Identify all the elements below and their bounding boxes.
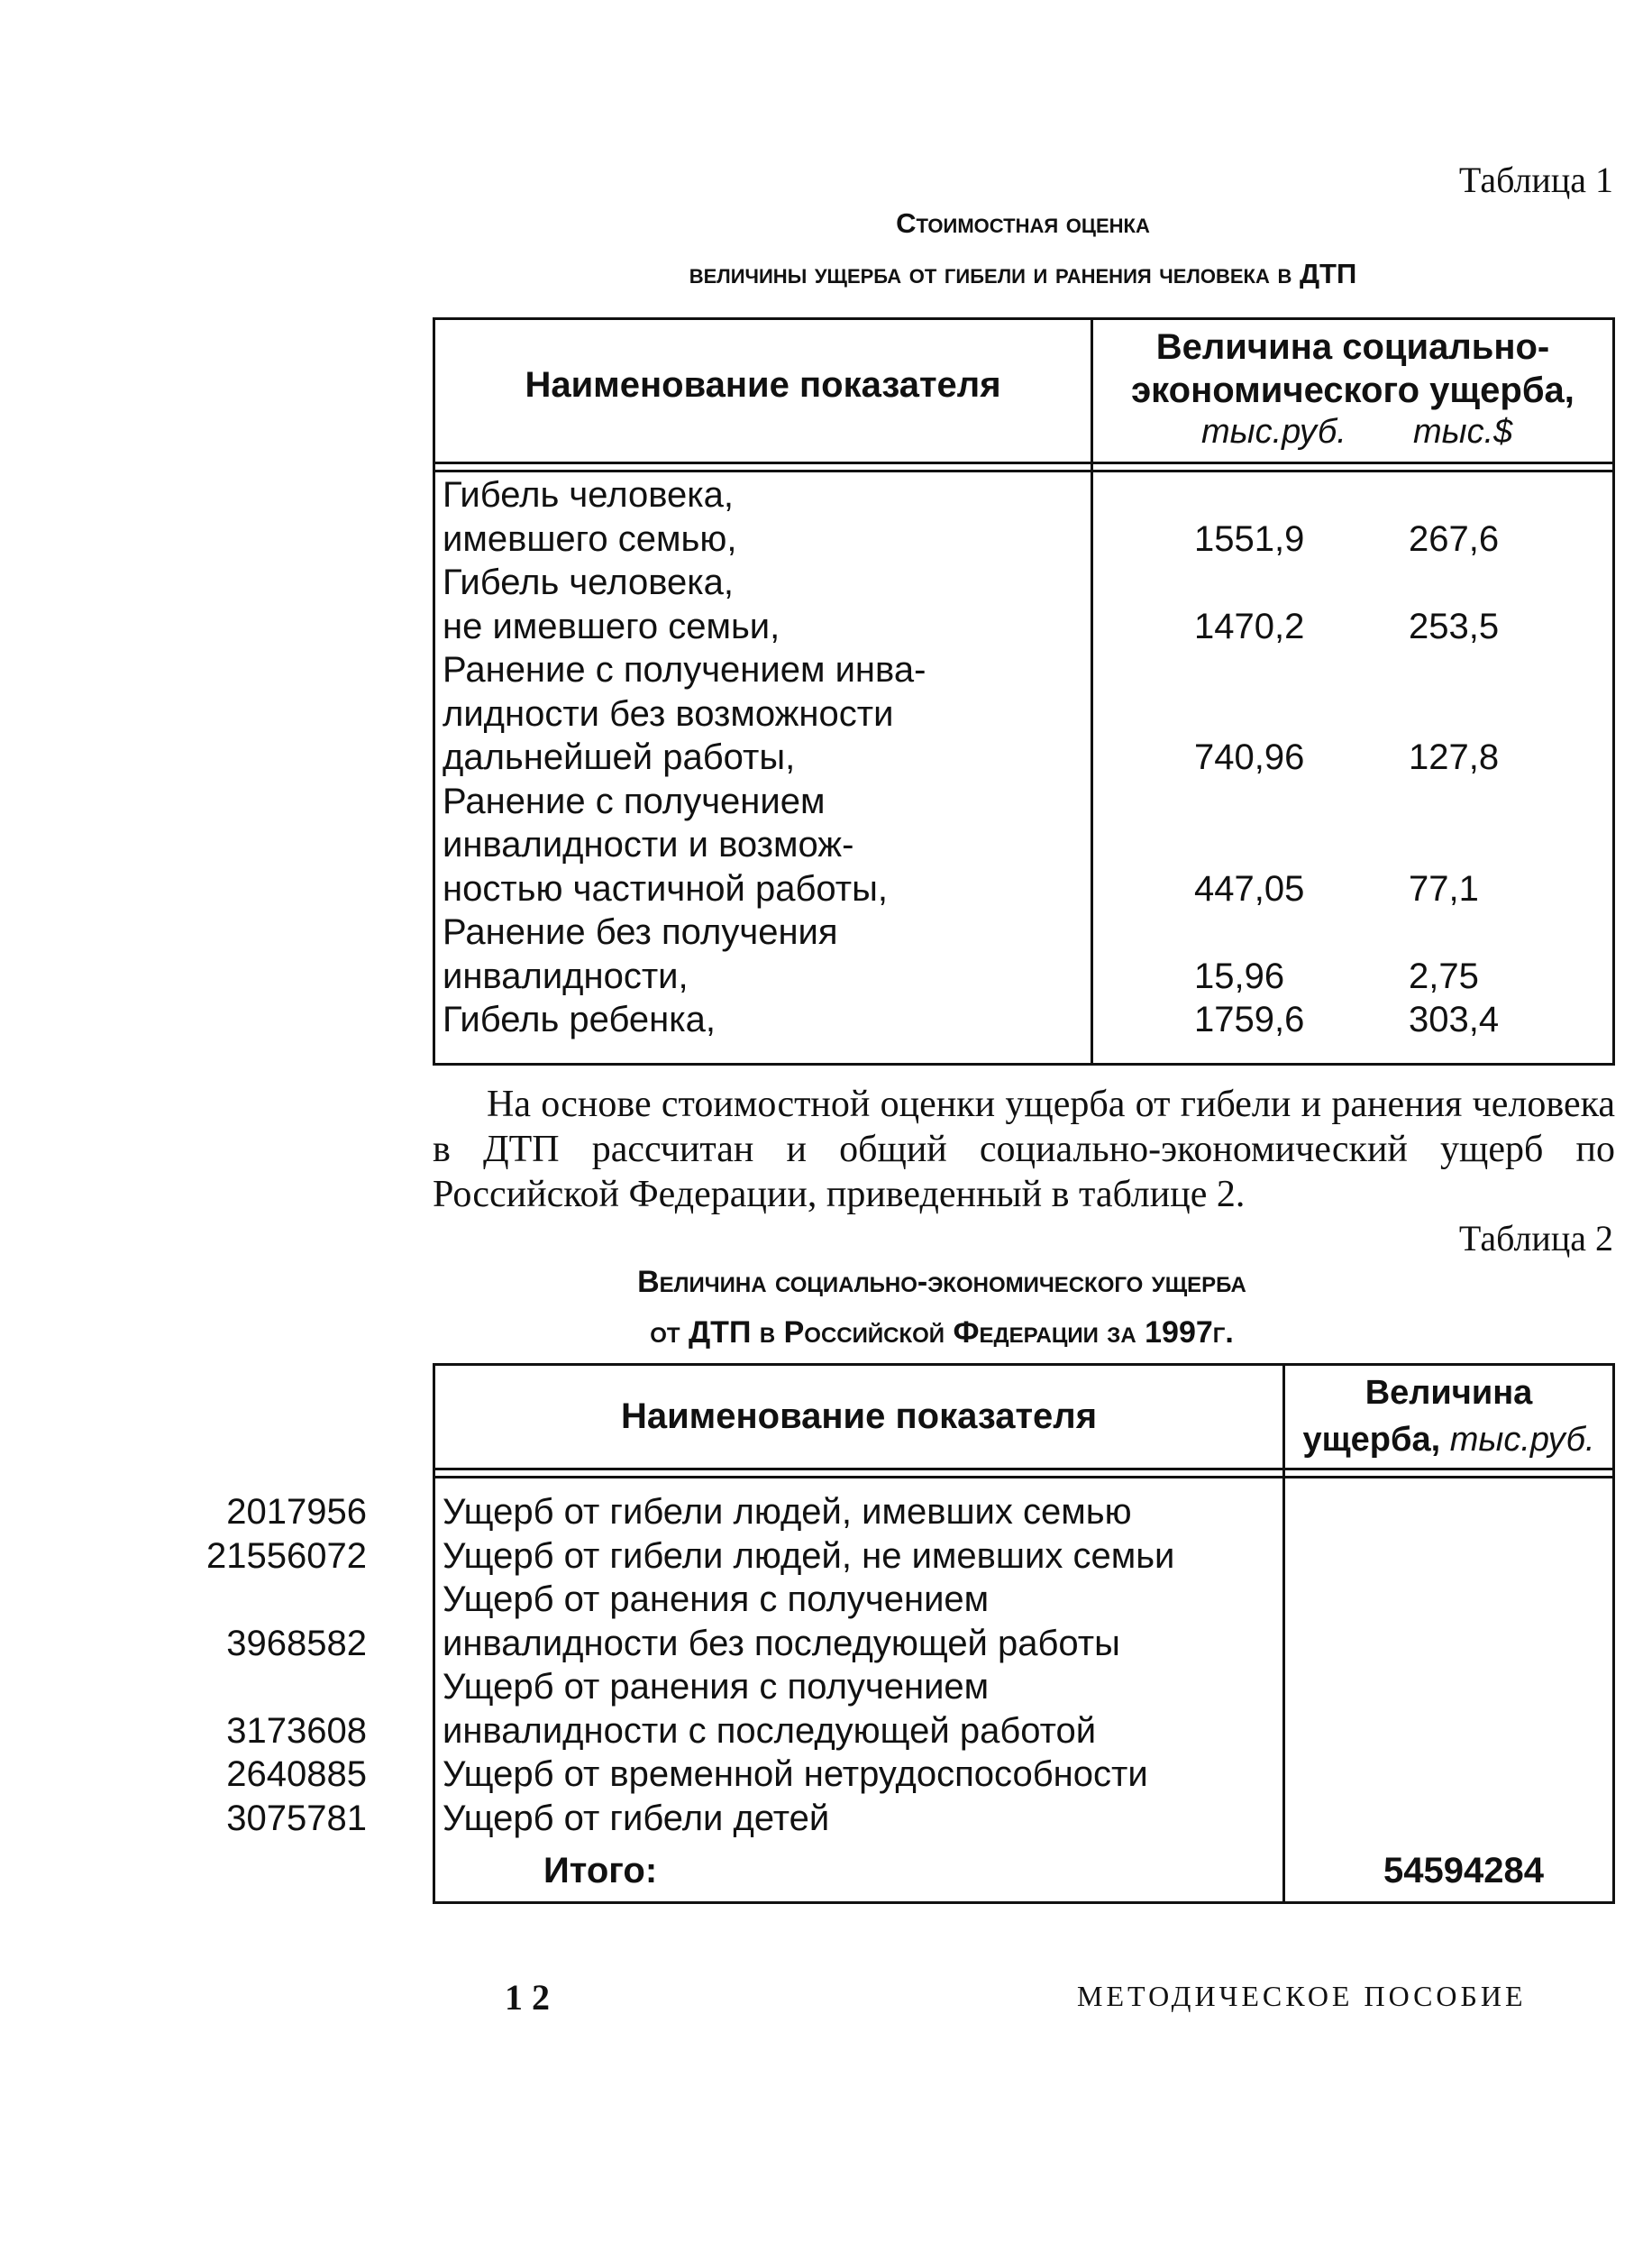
- row-value: 2640885: [226, 1754, 367, 1794]
- table1: [433, 317, 1615, 1066]
- row-value-usd: 77,1: [1409, 868, 1479, 909]
- row-label-line: дальнейшей работы,: [443, 737, 796, 777]
- row-label-line: Ущерб от гибели людей, имевших семью: [443, 1492, 1132, 1532]
- table2-caption: [433, 1257, 1451, 1358]
- table2-label: Таблица 2: [1458, 1218, 1613, 1259]
- table1-unit-usd: тыс.$: [1413, 413, 1513, 451]
- table2-header-col1: Наименование показателя: [620, 1396, 1098, 1436]
- table2-caption-line1: Величина социально-экономического ущерба: [637, 1265, 1246, 1299]
- table1-caption-line1: Стоимостная оценка: [896, 207, 1150, 239]
- row-value-usd: 267,6: [1409, 518, 1500, 559]
- row-label-line: ностью частичной работы,: [443, 868, 888, 909]
- row-label-line: Ранение с получением инва-: [443, 650, 926, 690]
- row-value: 3075781: [226, 1798, 367, 1838]
- row-value: 3173608: [226, 1710, 367, 1751]
- row-value-rub: 1470,2: [1194, 606, 1305, 646]
- row-label-line: инвалидности и возмож-: [443, 825, 854, 865]
- row-label-line: инвалидности,: [443, 956, 689, 996]
- table2-header-col2: [1285, 1369, 1612, 1463]
- table2-caption-line2: от ДТП в Российской Федерации за 1997г.: [650, 1315, 1234, 1350]
- row-label-line: Ущерб от ранения с получением: [443, 1579, 990, 1619]
- row-value-usd: 303,4: [1409, 1000, 1500, 1039]
- row-label-line: имевшего семью,: [443, 518, 737, 559]
- row-value-usd: 127,8: [1409, 737, 1500, 777]
- row-label-line: инвалидности с последующей работой: [443, 1710, 1097, 1751]
- table2-header-rule: [435, 1476, 1612, 1478]
- row-label-line: Ущерб от гибели детей: [443, 1798, 830, 1838]
- table2-header-col2-line1: Величина: [1364, 1374, 1533, 1412]
- row-value: 3968582: [226, 1623, 367, 1663]
- table2-total-value: 54594284: [1383, 1851, 1544, 1890]
- table2: [206, 1363, 1615, 1904]
- row-value-usd: 253,5: [1409, 606, 1500, 646]
- row-label-line: Ущерб от ранения с получением: [443, 1667, 990, 1707]
- row-value: 21556072: [206, 1535, 367, 1576]
- table2-total-label: Итого:: [543, 1851, 658, 1890]
- row-value-usd: 2,75: [1409, 956, 1479, 996]
- table1-col-divider: [1091, 320, 1093, 1063]
- row-value-rub: 1551,9: [1194, 518, 1305, 559]
- footer-title: МЕТОДИЧЕСКОЕ ПОСОБИЕ: [1077, 1980, 1527, 2012]
- row-value-rub: 1759,6: [1194, 1000, 1305, 1039]
- body-paragraph: На основе стоимостной оценки ущерба от гибели и ранения человека в ДТП рассчитан и общий социально-экономический ущерб по Российской Федерации, приведенный в таблице 2.: [433, 1084, 1615, 1215]
- row-label-line: лидности без возможности: [443, 693, 894, 734]
- row-value: 2017956: [226, 1492, 367, 1532]
- row-label-line: Ущерб от временной нетрудоспособности: [443, 1754, 1148, 1794]
- row-label-line: Ранение с получением: [443, 781, 826, 821]
- table1-label: Таблица 1: [1458, 160, 1613, 200]
- table2-header-col2-line2: [1285, 1416, 1612, 1463]
- page-number: 1 2: [505, 1977, 550, 2018]
- row-value-rub: 740,96: [1194, 737, 1305, 777]
- table1-header-rule: [435, 470, 1612, 472]
- row-label-line: Гибель человека,: [443, 563, 735, 602]
- table1-unit-rub: тыс.руб.: [1201, 413, 1346, 451]
- table1-header-col2-line2: экономического ущерба,: [1131, 371, 1574, 410]
- row-label-line: не имевшего семьи,: [443, 606, 780, 646]
- table1-header-col2: [1093, 325, 1612, 412]
- row-label-line: Ущерб от гибели людей, не имевших семьи: [443, 1535, 1175, 1576]
- row-label-line: Гибель ребенка,: [443, 1000, 716, 1039]
- table1-caption: [433, 198, 1613, 299]
- row-value-rub: 447,05: [1194, 868, 1305, 909]
- table2-header-col2-word: ущерба,: [1302, 1421, 1441, 1459]
- table2-header-col2-unit: тыс.руб.: [1449, 1421, 1595, 1459]
- table1-caption-line2: величины ущерба от гибели и ранения человека в ДТП: [689, 258, 1357, 289]
- row-label-line: инвалидности без последующей работы: [443, 1623, 1120, 1663]
- table1-header-col2-line1: Величина социально-: [1155, 327, 1550, 367]
- row-value-rub: 15,96: [1194, 956, 1285, 996]
- row-label-line: Гибель человека,: [443, 475, 735, 515]
- row-label-line: Ранение без получения: [443, 912, 838, 952]
- table1-header-col1: Наименование показателя: [525, 365, 1001, 405]
